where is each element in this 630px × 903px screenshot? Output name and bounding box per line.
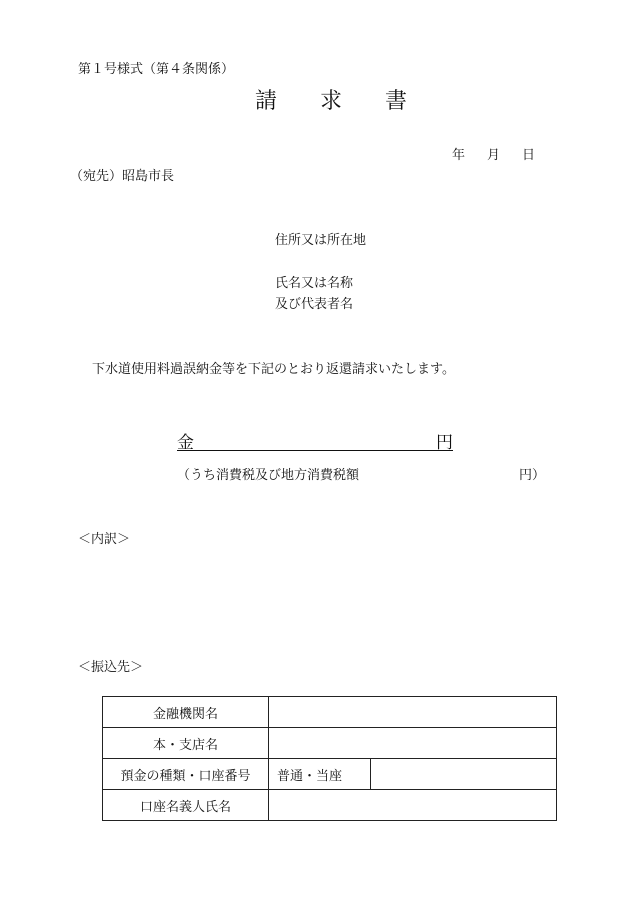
table-row [103, 728, 557, 759]
address-label: 住所又は所在地 [275, 233, 367, 248]
transfer-heading: ＜振込先＞ [78, 660, 144, 675]
branch-name-value [269, 728, 557, 759]
table-row [103, 759, 557, 790]
account-holder-value [269, 790, 557, 821]
representative-label: 及び代表者名 [275, 297, 354, 312]
bank-name-value [269, 697, 557, 728]
tax-amount-field [177, 464, 545, 482]
tax-suffix: 円） [518, 468, 545, 483]
tax-prefix: （うち消費税及び地方消費税額 [177, 468, 360, 483]
account-number-value [371, 759, 557, 790]
amount-prefix: 金 [177, 433, 194, 453]
date-year-label: 年 [452, 148, 466, 163]
account-type-option: 普通・当座 [269, 759, 371, 790]
account-holder-label: 口座名義人氏名 [103, 790, 269, 821]
request-statement: 下水道使用料過誤納金等を下記のとおり返還請求いたします。 [92, 362, 455, 377]
breakdown-heading: ＜内訳＞ [78, 532, 131, 547]
document-title: 請 求 書 [255, 89, 425, 114]
bank-name-label: 金融機関名 [103, 697, 269, 728]
table-row [103, 790, 557, 821]
name-label: 氏名又は名称 [275, 276, 354, 291]
table-row [103, 697, 557, 728]
branch-name-label: 本・支店名 [103, 728, 269, 759]
date-month-label: 月 [487, 148, 501, 163]
account-number-label: 預金の種類・口座番号 [103, 759, 269, 790]
date-row [452, 144, 535, 163]
form-number: 第１号様式（第４条関係） [78, 62, 235, 77]
date-day-label: 日 [522, 148, 536, 163]
bank-account-table [102, 696, 557, 821]
amount-field [177, 428, 453, 451]
addressee: （宛先）昭島市長 [70, 169, 175, 184]
amount-suffix: 円 [436, 433, 453, 453]
